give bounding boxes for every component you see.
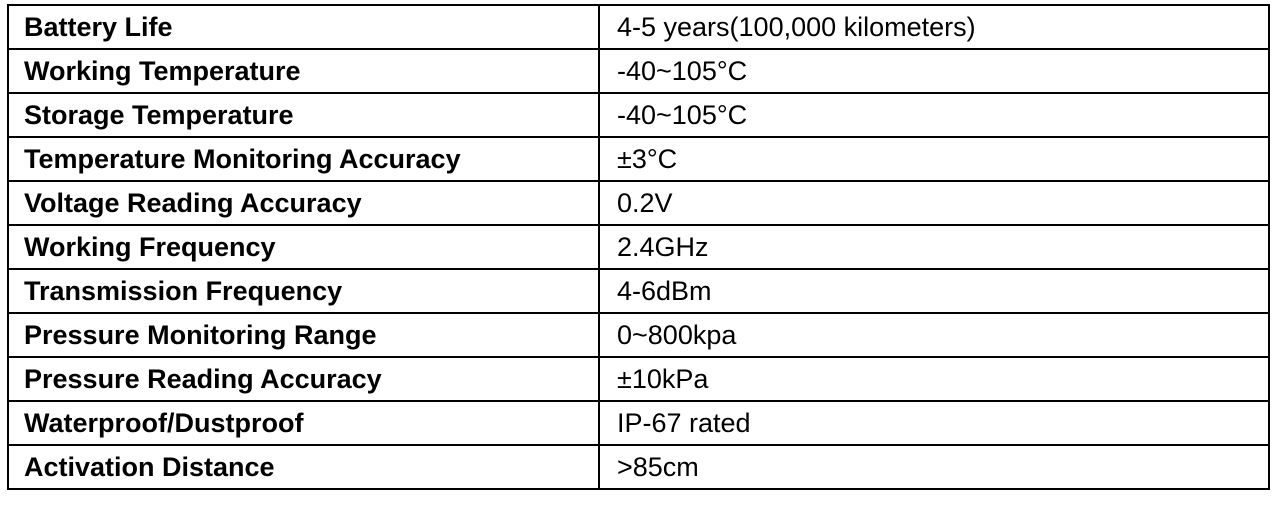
table-row: [8, 357, 1269, 401]
spec-label: Pressure Reading Accuracy: [8, 357, 599, 401]
spec-value: -40~105°C: [599, 49, 1269, 93]
table-row: [8, 137, 1269, 181]
spec-label: Waterproof/Dustproof: [8, 401, 599, 445]
spec-label: Temperature Monitoring Accuracy: [8, 137, 599, 181]
table-row: [8, 225, 1269, 269]
spec-label: Working Frequency: [8, 225, 599, 269]
table-row: [8, 313, 1269, 357]
spec-value: 4-6dBm: [599, 269, 1269, 313]
table-row: [8, 5, 1269, 49]
spec-label: Activation Distance: [8, 445, 599, 489]
spec-label: Battery Life: [8, 5, 599, 49]
table-row: [8, 401, 1269, 445]
spec-value: >85cm: [599, 445, 1269, 489]
spec-label: Transmission Frequency: [8, 269, 599, 313]
spec-value: 4-5 years(100,000 kilometers): [599, 5, 1269, 49]
spec-value: -40~105°C: [599, 93, 1269, 137]
spec-value: ±3°C: [599, 137, 1269, 181]
spec-label: Pressure Monitoring Range: [8, 313, 599, 357]
spec-value: ±10kPa: [599, 357, 1269, 401]
spec-value: 0.2V: [599, 181, 1269, 225]
table-row: [8, 93, 1269, 137]
spec-table: [7, 4, 1270, 490]
table-row: [8, 445, 1269, 489]
spec-label: Working Temperature: [8, 49, 599, 93]
spec-value: IP-67 rated: [599, 401, 1269, 445]
spec-label: Storage Temperature: [8, 93, 599, 137]
table-row: [8, 49, 1269, 93]
spec-value: 0~800kpa: [599, 313, 1269, 357]
table-row: [8, 181, 1269, 225]
spec-value: 2.4GHz: [599, 225, 1269, 269]
table-row: [8, 269, 1269, 313]
spec-label: Voltage Reading Accuracy: [8, 181, 599, 225]
